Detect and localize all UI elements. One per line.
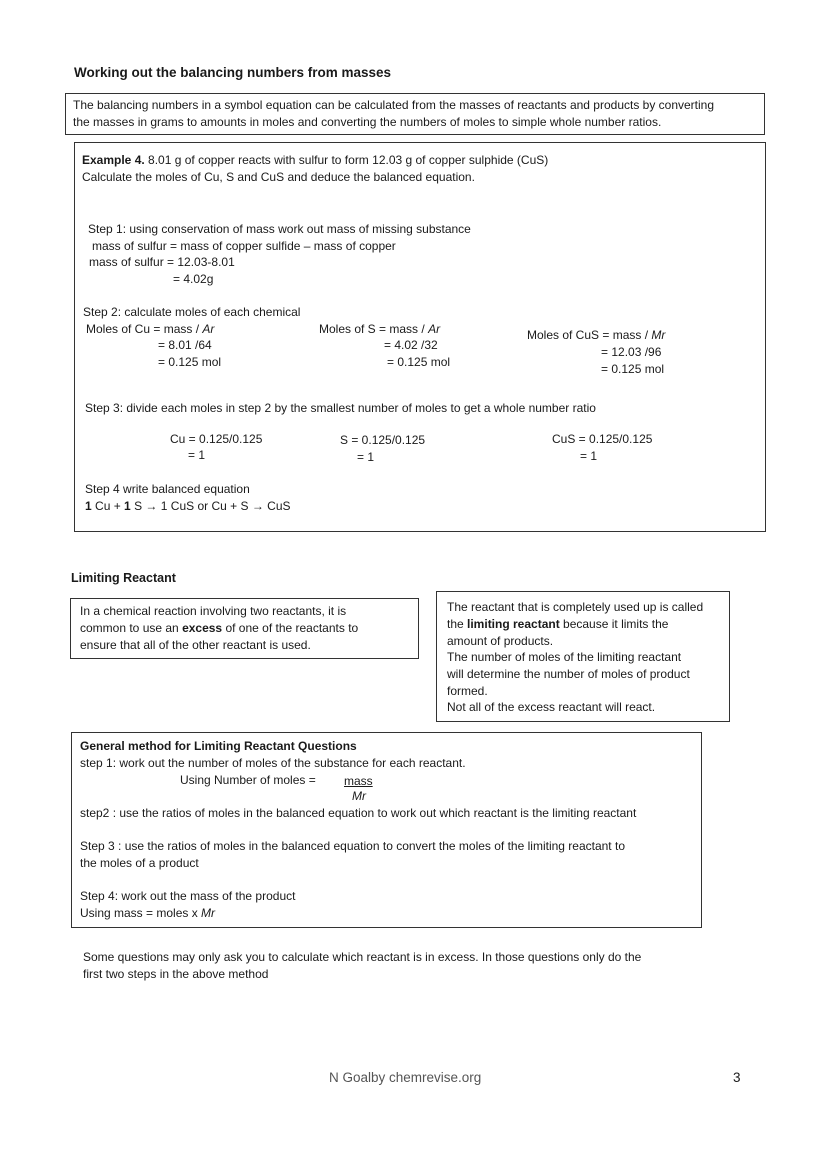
fraction-denominator: Mr bbox=[352, 789, 366, 803]
limiting-right-post: because it limits the bbox=[559, 617, 669, 631]
step3-cu-calc: Cu = 0.125/0.125 bbox=[170, 432, 263, 446]
intro-line-2: the masses in grams to amounts in moles and converting the numbers of moles to simple whole number ratios. bbox=[73, 115, 662, 129]
method-step4-line-1: Step 4: work out the mass of the product bbox=[80, 889, 296, 903]
step3-heading: Step 3: divide each moles in step 2 by the smallest number of moles to get a whole number ratio bbox=[85, 401, 596, 415]
coefficient-cus: 1 bbox=[160, 499, 168, 513]
limiting-right-line-7: Not all of the excess reactant will react. bbox=[447, 700, 656, 714]
step2-s-calc: = 4.02 /32 bbox=[384, 338, 438, 352]
step4-using-text: Using mass = moles x bbox=[80, 906, 202, 920]
balanced-equation bbox=[85, 498, 291, 515]
step2-heading: Step 2: calculate moles of each chemical bbox=[83, 305, 301, 319]
step1-line-3: = 4.02g bbox=[173, 272, 214, 286]
step2-cu-mass-word: mass bbox=[163, 322, 193, 336]
method-title: General method for Limiting Reactant Questions bbox=[80, 739, 357, 753]
limiting-right-line-4: The number of moles of the limiting reactant bbox=[447, 650, 682, 664]
step1-line-2: mass of sulfur = 12.03-8.01 bbox=[89, 255, 235, 269]
limiting-left-post: of one of the reactants to bbox=[222, 621, 359, 635]
step2-cus-mass-word: mass bbox=[612, 328, 642, 342]
fraction-numerator: mass bbox=[344, 774, 373, 788]
limiting-left-line-3: ensure that all of the other reactant is used. bbox=[80, 638, 311, 652]
limiting-reactant-term: limiting reactant bbox=[467, 617, 560, 631]
method-step3-line-1: Step 3 : use the ratios of moles in the balanced equation to convert the moles of the limiting reactant to bbox=[80, 839, 625, 853]
limiting-right-pre: the bbox=[447, 617, 468, 631]
step4-heading: Step 4 write balanced equation bbox=[85, 482, 250, 496]
step2-cus-result: = 0.125 mol bbox=[601, 362, 665, 376]
step3-cus-calc: CuS = 0.125/0.125 bbox=[552, 432, 653, 446]
step2-cus-calc: = 12.03 /96 bbox=[601, 345, 662, 359]
limiting-right-line-1: The reactant that is completely used up is called bbox=[447, 600, 704, 614]
step3-cu-result: = 1 bbox=[188, 448, 206, 462]
method-using: Using Number of moles = bbox=[180, 773, 316, 787]
step2-s-mass-word: mass bbox=[389, 322, 419, 336]
method-step1: step 1: work out the number of moles of the substance for each reactant. bbox=[80, 756, 466, 770]
step4-mr: Mr bbox=[201, 906, 216, 920]
limiting-left-line-1: In a chemical reaction involving two reactants, it is bbox=[80, 604, 347, 618]
step2-cu-result: = 0.125 mol bbox=[158, 355, 222, 369]
step2-cu-calc: = 8.01 /64 bbox=[158, 338, 212, 352]
step2-cu-divisor: Ar bbox=[202, 322, 215, 336]
arrow-icon-2: → bbox=[251, 499, 264, 513]
example-line-1-rest: 8.01 g of copper reacts with sulfur to form 12.03 g of copper sulphide (CuS) bbox=[144, 153, 549, 167]
coefficient-cu: 1 bbox=[85, 499, 92, 513]
footer-credit: N Goalby chemrevise.org bbox=[329, 1070, 482, 1085]
step2-cus-label: Moles of CuS = bbox=[527, 328, 613, 342]
coefficient-s: 1 bbox=[124, 499, 131, 513]
eq-cus-end: CuS bbox=[263, 499, 291, 513]
eq-cus-or: CuS or Cu + S bbox=[167, 499, 252, 513]
eq-cu-plus: Cu + bbox=[91, 499, 125, 513]
example-label: Example 4. bbox=[82, 153, 145, 167]
section-title: Working out the balancing numbers from masses bbox=[74, 65, 392, 80]
intro-line-1: The balancing numbers in a symbol equation can be calculated from the masses of reactants and products by converting bbox=[73, 98, 715, 112]
limiting-left-pre: common to use an bbox=[80, 621, 183, 635]
note-line-1: Some questions may only ask you to calculate which reactant is in excess. In those questions only do the bbox=[83, 950, 642, 964]
step2-s-label: Moles of S = bbox=[319, 322, 390, 336]
step2-cus-divisor: Mr bbox=[651, 328, 666, 342]
limiting-right-line-3: amount of products. bbox=[447, 634, 554, 648]
step2-cu-formula: Moles of Cu = mass / Ar bbox=[86, 322, 215, 336]
limiting-left-line-2 bbox=[80, 620, 358, 637]
step3-s-calc: S = 0.125/0.125 bbox=[340, 433, 426, 447]
limiting-right-line-2 bbox=[447, 616, 668, 633]
limiting-right-line-6: formed. bbox=[447, 684, 488, 698]
eq-s: S bbox=[130, 499, 146, 513]
step3-s-result: = 1 bbox=[357, 450, 375, 464]
step2-cus-formula: Moles of CuS = mass / Mr bbox=[527, 328, 666, 342]
example-line-1 bbox=[82, 152, 548, 169]
step2-s-divisor: Ar bbox=[428, 322, 441, 336]
example-line-2: Calculate the moles of Cu, S and CuS and deduce the balanced equation. bbox=[82, 170, 475, 184]
note-line-2: first two steps in the above method bbox=[83, 967, 269, 981]
step3-cus-result: = 1 bbox=[580, 449, 598, 463]
limiting-title: Limiting Reactant bbox=[71, 571, 176, 585]
method-step2: step2 : use the ratios of moles in the balanced equation to work out which reactant is the limiting reactant bbox=[80, 806, 637, 820]
excess-term: excess bbox=[182, 621, 223, 635]
arrow-icon: → bbox=[145, 499, 158, 513]
step1-heading: Step 1: using conservation of mass work out mass of missing substance bbox=[88, 222, 471, 236]
step1-line-1: mass of sulfur = mass of copper sulfide – mass of copper bbox=[92, 239, 396, 253]
page-number: 3 bbox=[733, 1070, 741, 1085]
limiting-right-line-5: will determine the number of moles of product bbox=[447, 667, 690, 681]
step2-cu-label: Moles of Cu = bbox=[86, 322, 164, 336]
method-step3-line-2: the moles of a product bbox=[80, 856, 199, 870]
method-step4-using bbox=[80, 905, 215, 922]
step2-s-result: = 0.125 mol bbox=[387, 355, 451, 369]
step2-s-formula: Moles of S = mass / Ar bbox=[319, 322, 441, 336]
